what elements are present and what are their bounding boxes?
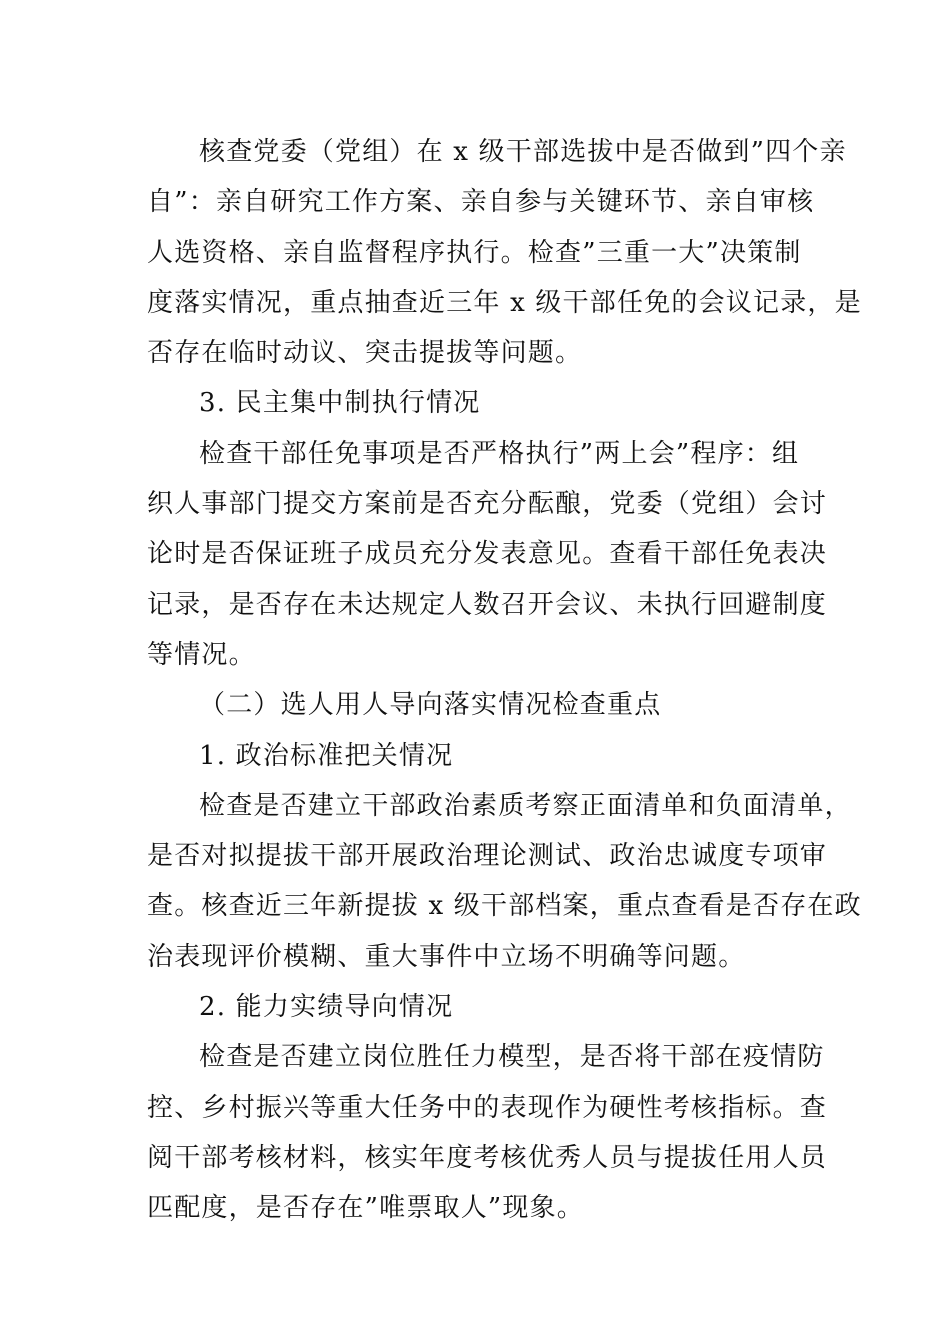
text-line: 查。核查近三年新提拔 x 级干部档案，重点查看是否存在政 bbox=[147, 891, 862, 922]
text-line: 度落实情况，重点抽查近三年 x 级干部任免的会议记录，是 bbox=[147, 287, 862, 318]
text-line: 检查是否建立岗位胜任力模型，是否将干部在疫情防 bbox=[199, 1042, 825, 1073]
text-line: 是否对拟提拔干部开展政治理论测试、政治忠诚度专项审 bbox=[147, 841, 828, 872]
document-body bbox=[147, 127, 862, 1234]
text-line: 织人事部门提交方案前是否充分酝酿，党委（党组）会讨 bbox=[147, 489, 828, 520]
text-line: 自”：亲自研究工作方案、亲自参与关键环节、亲自审核 bbox=[147, 187, 815, 218]
section-heading: 3. 民主集中制执行情况 bbox=[199, 388, 481, 419]
text-line: 等情况。 bbox=[147, 639, 256, 670]
text-line: 检查是否建立干部政治素质考察正面清单和负面清单， bbox=[199, 790, 852, 821]
text-line: 论时是否保证班子成员充分发表意见。查看干部任免表决 bbox=[147, 539, 828, 570]
section-heading: 2. 能力实绩导向情况 bbox=[199, 992, 454, 1023]
text-line: 检查干部任免事项是否严格执行”两上会”程序：组 bbox=[199, 438, 800, 469]
section-heading: （二）选人用人导向落实情况检查重点 bbox=[199, 690, 662, 721]
text-line: 匹配度，是否存在”唯票取人”现象。 bbox=[147, 1193, 584, 1224]
section-heading: 1. 政治标准把关情况 bbox=[199, 740, 454, 771]
text-line: 治表现评价模糊、重大事件中立场不明确等问题。 bbox=[147, 941, 746, 972]
text-line: 阅干部考核材料，核实年度考核优秀人员与提拔任用人员 bbox=[147, 1142, 828, 1173]
text-line: 人选资格、亲自监督程序执行。检查”三重一大”决策制 bbox=[147, 237, 802, 268]
text-line: 控、乡村振兴等重大任务中的表现作为硬性考核指标。查 bbox=[147, 1092, 828, 1123]
text-line: 记录，是否存在未达规定人数召开会议、未执行回避制度 bbox=[147, 589, 828, 620]
text-line: 否存在临时动议、突击提拔等问题。 bbox=[147, 338, 583, 369]
text-line: 核查党委（党组）在 x 级干部选拔中是否做到”四个亲 bbox=[199, 137, 847, 167]
